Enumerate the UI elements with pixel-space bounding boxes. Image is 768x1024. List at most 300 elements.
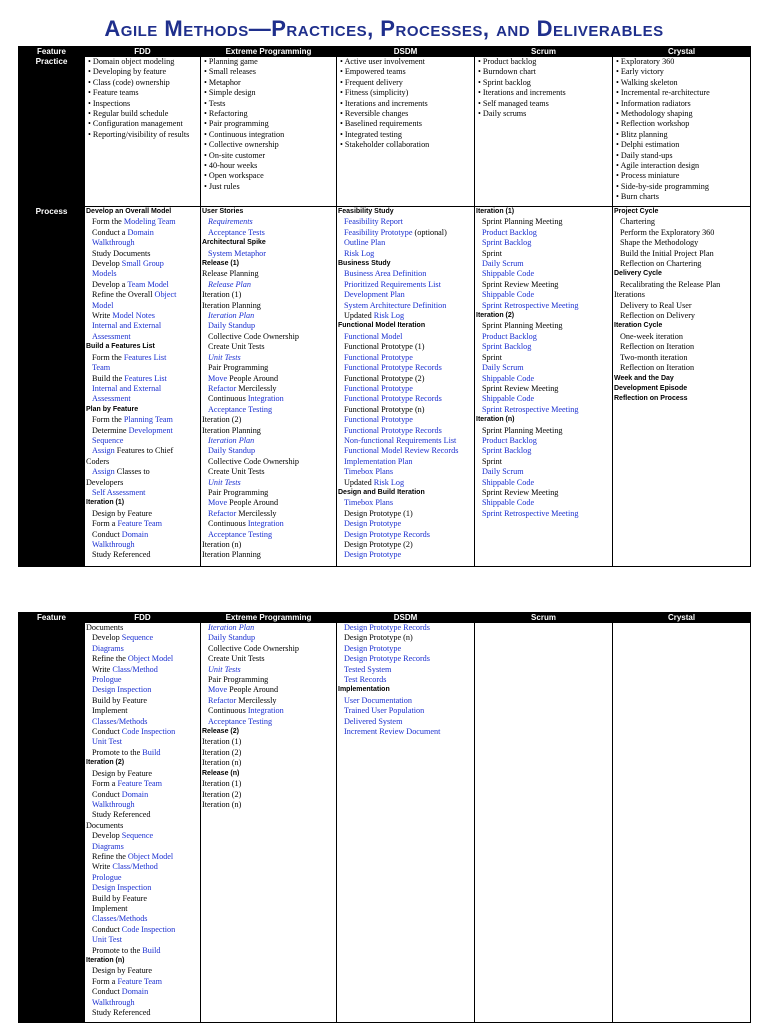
artifact-link[interactable]: Business Area Definition <box>344 269 427 279</box>
process-line <box>338 290 473 300</box>
artifact-link[interactable]: Design Prototype <box>344 519 402 529</box>
artifact-link[interactable]: Functional Prototype <box>344 415 413 425</box>
process-line <box>202 717 335 727</box>
artifact-link[interactable]: System Architecture Definition <box>344 300 447 310</box>
artifact-link[interactable]: Unit Tests <box>208 477 241 487</box>
artifact-link[interactable]: Diagrams <box>92 841 124 851</box>
process-text: Promote to the <box>92 747 143 757</box>
artifact-link[interactable]: Feasibility Report <box>344 217 403 227</box>
process-text: Updated <box>344 311 374 321</box>
process-phase-heading: Feasibility Study <box>338 208 394 215</box>
process-phase-heading: User Stories <box>202 208 244 215</box>
artifact-link[interactable]: Shippable Code <box>482 269 535 279</box>
artifact-link[interactable]: Timebox Plans <box>344 498 394 508</box>
practice-row <box>19 57 751 207</box>
process-phase-heading: Plan by Feature <box>86 405 139 413</box>
process-text: Build the <box>92 373 125 383</box>
practice-item: • Small releases <box>202 67 335 77</box>
process-text: Iteration (2) <box>202 415 242 425</box>
artifact-link[interactable]: Risk Log <box>344 248 375 258</box>
header-fdd: FDD <box>85 47 201 57</box>
process-line <box>614 259 749 269</box>
artifact-link[interactable]: Risk Log <box>373 311 405 321</box>
process-text: Form a <box>92 519 118 529</box>
process-line <box>202 426 335 436</box>
artifact-link[interactable]: Implementation Plan <box>344 456 413 466</box>
artifact-link[interactable]: Shippable Code <box>482 477 535 487</box>
process-dsdm-cont <box>337 623 475 1023</box>
artifact-link[interactable]: Build <box>142 945 161 955</box>
process-text: Iteration (2) <box>202 789 242 799</box>
practice-item: • Refactoring <box>202 109 335 119</box>
process-line <box>86 446 199 456</box>
artifact-link[interactable]: Functional Prototype Records <box>344 394 442 404</box>
artifact-link[interactable]: Sprint Backlog <box>482 446 532 456</box>
process-text: Release Planning <box>202 269 259 279</box>
artifact-link[interactable]: Unit Tests <box>208 664 241 674</box>
process-phase-heading: Iteration (1) <box>476 208 515 215</box>
process-line <box>476 249 611 259</box>
artifact-link[interactable]: Unit Tests <box>208 352 241 362</box>
practice-item: • Fitness (simplicity) <box>338 88 473 98</box>
process-line <box>476 426 611 436</box>
process-line <box>202 488 335 498</box>
artifact-link[interactable]: Feature Team <box>117 519 162 529</box>
artifact-link[interactable]: Model Notes <box>112 311 155 321</box>
artifact-link[interactable]: Domain <box>121 789 149 799</box>
artifact-link[interactable]: Sprint Retrospective Meeting <box>482 508 579 518</box>
process-line <box>476 238 611 248</box>
process-line <box>86 717 199 727</box>
artifact-link[interactable]: Iteration Plan <box>208 311 255 321</box>
process-line <box>86 977 199 987</box>
practice-item: • Incremental re-architecture <box>614 88 749 98</box>
artifact-link[interactable]: Object <box>154 290 177 300</box>
artifact-link[interactable]: Refactor <box>208 695 239 705</box>
process-line <box>86 633 199 643</box>
process-crystal <box>613 207 751 567</box>
artifact-link[interactable]: Sprint Backlog <box>482 238 532 248</box>
artifact-link[interactable]: Design Prototype Records <box>344 529 430 539</box>
process-line <box>338 249 473 259</box>
process-line <box>614 301 749 311</box>
artifact-link[interactable]: Shippable Code <box>482 373 535 383</box>
artifact-link[interactable]: Class/Method <box>112 664 158 674</box>
artifact-link[interactable]: System Metaphor <box>208 248 266 258</box>
artifact-link[interactable]: Test Records <box>344 675 387 685</box>
artifact-link[interactable]: Acceptance Testing <box>208 529 273 539</box>
process-line <box>338 633 473 643</box>
process-line <box>338 238 473 248</box>
artifact-link[interactable]: Product Backlog <box>482 331 537 341</box>
artifact-link[interactable]: Outline Plan <box>344 238 386 248</box>
process-line <box>86 623 199 633</box>
artifact-link[interactable]: Classes/Methods <box>92 914 148 924</box>
process-line <box>338 311 473 321</box>
process-line <box>86 550 199 560</box>
process-line <box>202 550 335 560</box>
header-fdd-2: FDD <box>85 613 201 623</box>
process-text: Conduct <box>92 727 122 737</box>
process-line <box>338 374 473 384</box>
process-row <box>19 207 751 567</box>
artifact-link[interactable]: User Documentation <box>344 695 412 705</box>
process-line <box>86 810 199 820</box>
page-title: Agile Methods—Practices, Processes, and Deliverables <box>104 16 664 41</box>
artifact-link[interactable]: Iteration Plan <box>208 435 255 445</box>
artifact-link[interactable]: Integration <box>247 519 284 529</box>
artifact-link[interactable]: Prioritized Requirements List <box>344 279 441 289</box>
artifact-link[interactable]: Release Plan <box>208 279 251 289</box>
artifact-link[interactable]: Small Group <box>121 259 164 269</box>
process-text: Reflection on Iteration <box>620 363 695 373</box>
process-line <box>614 290 749 300</box>
process-line <box>86 374 199 384</box>
artifact-link[interactable]: Move <box>208 685 230 695</box>
artifact-link[interactable]: Assessment <box>92 394 131 404</box>
header-feature: Feature <box>19 47 85 57</box>
process-line <box>338 644 473 654</box>
process-line <box>86 904 199 914</box>
process-text: Refine the <box>92 654 128 664</box>
artifact-link[interactable]: Refactor <box>208 383 239 393</box>
artifact-link[interactable]: Models <box>92 269 117 279</box>
process-line <box>86 269 199 279</box>
artifact-link[interactable]: Integration <box>247 394 284 404</box>
process-line <box>86 966 199 976</box>
artifact-link[interactable]: Tested System <box>344 664 392 674</box>
process-text: Shape the Methodology <box>620 238 699 248</box>
practice-item: • Configuration management <box>86 119 199 129</box>
artifact-link[interactable]: Move <box>208 373 230 383</box>
header-crystal: Crystal <box>613 47 751 57</box>
process-text: Refine the <box>92 851 128 861</box>
artifact-link[interactable]: Domain <box>121 529 149 539</box>
artifact-link[interactable]: Feature Team <box>117 976 162 986</box>
process-line <box>202 685 335 695</box>
process-line <box>202 800 335 810</box>
artifact-link[interactable]: Prologue <box>92 675 122 685</box>
artifact-link[interactable]: Domain <box>127 227 154 237</box>
process-line <box>86 842 199 852</box>
process-text: Continuous <box>208 519 248 529</box>
artifact-link[interactable]: Object Model <box>127 851 174 861</box>
artifact-link[interactable]: Unit Test <box>92 737 122 747</box>
process-text: Develop <box>92 633 122 643</box>
artifact-link[interactable]: Code Inspection <box>121 924 176 934</box>
process-line <box>202 290 335 300</box>
process-line <box>202 405 335 415</box>
practice-item: • Blitz planning <box>614 130 749 140</box>
process-line <box>338 280 473 290</box>
process-phase-heading: Week and the Day <box>614 374 674 382</box>
artifact-link[interactable]: Product Backlog <box>482 435 537 445</box>
artifact-link[interactable]: Daily Scrum <box>482 467 524 477</box>
artifact-link[interactable]: Unit Test <box>92 935 122 945</box>
artifact-link[interactable]: Trained User Population <box>344 706 425 716</box>
artifact-link[interactable]: Functional Model <box>344 331 403 341</box>
artifact-link[interactable]: Walkthrough <box>92 997 135 1007</box>
header-xp-2: Extreme Programming <box>201 613 337 623</box>
process-text: Study <box>92 248 114 258</box>
process-text: Form the <box>92 352 124 362</box>
process-text: Design by Feature <box>92 768 153 778</box>
artifact-link[interactable]: Design Prototype <box>344 643 402 653</box>
artifact-link[interactable]: Walkthrough <box>92 238 135 248</box>
artifact-link[interactable]: Design Prototype <box>344 550 402 560</box>
process-line <box>202 737 335 747</box>
artifact-link[interactable]: Shippable Code <box>482 394 535 404</box>
process-line <box>86 394 199 404</box>
process-line <box>86 217 199 227</box>
artifact-link[interactable]: Assign <box>92 446 117 456</box>
artifact-link[interactable]: Sequence <box>92 435 124 445</box>
artifact-link[interactable]: Classes/Methods <box>92 716 148 726</box>
artifact-link[interactable]: Model <box>92 300 114 310</box>
process-line <box>86 894 199 904</box>
artifact-link[interactable]: Move <box>208 498 230 508</box>
practice-item: • Empowered teams <box>338 67 473 77</box>
process-line <box>202 675 335 685</box>
artifact-link[interactable]: Features List <box>124 373 167 383</box>
process-text: Perform the Exploratory 360 <box>620 227 715 237</box>
process-line <box>476 280 611 290</box>
artifact-link[interactable]: Daily Scrum <box>482 363 524 373</box>
artifact-link[interactable]: Walkthrough <box>92 540 135 549</box>
process-line <box>86 467 199 477</box>
artifact-link[interactable]: Timebox Plans <box>344 467 394 477</box>
artifact-link[interactable]: Daily Scrum <box>482 259 524 269</box>
practice-item: • Active user involvement <box>338 57 473 67</box>
practice-item: • Burn charts <box>614 192 749 202</box>
process-line <box>338 665 473 675</box>
process-text: Build by Feature <box>92 893 148 903</box>
process-text: Design Prototype (2) <box>344 540 413 549</box>
artifact-link[interactable]: Code Inspection <box>121 727 176 737</box>
artifact-link[interactable]: Iteration Plan <box>208 623 255 632</box>
artifact-link[interactable]: Daily Standup <box>208 446 256 456</box>
process-xp <box>201 207 337 567</box>
artifact-link[interactable]: Planning Team <box>123 415 173 425</box>
process-line <box>338 478 473 488</box>
artifact-link[interactable]: Functional Model Review Records <box>344 446 459 456</box>
process-text: (optional) <box>414 227 447 237</box>
process-text: Build the Initial Project Plan <box>620 248 714 258</box>
practice-item: • Feature teams <box>86 88 199 98</box>
process-line <box>476 498 611 508</box>
artifact-link[interactable]: Increment Review Document <box>344 727 441 737</box>
process-line <box>338 228 473 238</box>
process-line <box>202 363 335 373</box>
process-text: Develop a <box>92 279 128 289</box>
process-line <box>202 623 335 633</box>
process-text: Conduct <box>92 529 122 539</box>
artifact-link[interactable]: Internal and External <box>92 321 162 331</box>
process-text: Write <box>92 664 113 674</box>
artifact-link[interactable]: Features List <box>123 352 167 362</box>
methods-table-top <box>18 46 751 567</box>
process-line <box>338 696 473 706</box>
artifact-link[interactable]: Assessment <box>92 331 131 341</box>
artifact-link[interactable]: Delivered System <box>344 716 403 726</box>
process-line <box>202 644 335 654</box>
process-line <box>86 748 199 758</box>
artifact-link[interactable]: Team <box>92 363 111 373</box>
artifact-link[interactable]: Product Backlog <box>482 227 537 237</box>
process-line <box>86 238 199 248</box>
artifact-link[interactable]: Acceptance Tests <box>208 227 265 237</box>
process-line <box>202 415 335 425</box>
artifact-link[interactable]: Design Prototype Records <box>344 623 430 632</box>
artifact-link[interactable]: Sprint Retrospective Meeting <box>482 404 579 414</box>
artifact-link[interactable]: Sequence <box>121 831 154 841</box>
practice-item: • Daily stand-ups <box>614 151 749 161</box>
artifact-link[interactable]: Prologue <box>92 872 122 882</box>
artifact-link[interactable]: Domain <box>121 987 149 997</box>
artifact-link[interactable]: Functional Prototype Records <box>344 425 442 435</box>
artifact-link[interactable]: Non-functional Requirements List <box>344 435 457 445</box>
artifact-link[interactable]: Build <box>142 747 161 757</box>
process-line <box>476 446 611 456</box>
artifact-link[interactable]: Team Model <box>127 279 169 289</box>
artifact-link[interactable]: Design Inspection <box>92 883 152 893</box>
process-text: Iteration (1) <box>202 737 242 747</box>
artifact-link[interactable]: Design Inspection <box>92 685 152 695</box>
process-text: Implement <box>92 706 128 716</box>
artifact-link[interactable]: Acceptance Testing <box>208 716 273 726</box>
artifact-link[interactable]: Design Prototype Records <box>344 654 430 664</box>
process-phase-heading: Iteration Cycle <box>614 322 663 330</box>
process-line <box>476 301 611 311</box>
process-text: Iteration Planning <box>202 425 261 435</box>
practice-item: • Methodology shaping <box>614 109 749 119</box>
artifact-link[interactable]: Class/Method <box>112 862 158 872</box>
practice-crystal <box>613 57 751 207</box>
process-line <box>202 436 335 446</box>
process-line <box>476 405 611 415</box>
process-line <box>614 217 749 227</box>
process-text: Sprint <box>482 352 503 362</box>
artifact-link[interactable]: Self Assessment <box>92 487 146 497</box>
process-phase-heading: Delivery Cycle <box>614 270 662 278</box>
process-row-continued <box>19 623 751 1023</box>
artifact-link[interactable]: Requirements <box>208 217 253 227</box>
process-text: Design by Feature <box>92 966 153 976</box>
artifact-link[interactable]: Acceptance Testing <box>208 404 273 414</box>
practice-item: • Baselined requirements <box>338 119 473 129</box>
process-phase-heading: Architectural Spike <box>202 239 266 247</box>
artifact-link[interactable]: Sequence <box>121 633 154 643</box>
process-scrum <box>475 207 613 567</box>
artifact-link[interactable]: Risk Log <box>373 477 405 487</box>
process-text: Create Unit Tests <box>208 654 265 664</box>
artifact-link[interactable]: Sprint Backlog <box>482 342 532 352</box>
process-line <box>202 540 335 550</box>
artifact-link[interactable]: Refactor <box>208 508 239 518</box>
process-line <box>86 249 199 259</box>
process-line <box>86 852 199 862</box>
process-text: Mercilessly <box>238 695 277 705</box>
table-header-row <box>19 47 751 57</box>
process-line <box>338 415 473 425</box>
process-line <box>202 217 335 227</box>
artifact-link[interactable]: Diagrams <box>92 643 124 653</box>
process-line <box>86 280 199 290</box>
process-line <box>476 509 611 519</box>
artifact-link[interactable]: Functional Prototype <box>344 383 413 393</box>
artifact-link[interactable]: Functional Prototype <box>344 352 413 362</box>
practice-item: • Iterations and increments <box>338 99 473 109</box>
process-text: Form the <box>92 415 124 425</box>
practice-item: • Reflection workshop <box>614 119 749 129</box>
process-line <box>614 280 749 290</box>
process-text: Documents <box>86 820 124 830</box>
process-text: Iteration (1) <box>202 779 242 789</box>
process-text: One-week iteration <box>620 331 683 341</box>
practice-item: • Stakeholder collaboration <box>338 140 473 150</box>
artifact-link[interactable]: Development <box>128 425 173 435</box>
process-text: Iteration (n) <box>202 799 242 809</box>
process-text: Collective Code Ownership <box>208 331 299 341</box>
process-line <box>202 706 335 716</box>
process-line <box>614 238 749 248</box>
process-line <box>86 488 199 498</box>
artifact-link[interactable]: Sprint Retrospective Meeting <box>482 300 579 310</box>
process-text: Design by Feature <box>92 508 153 518</box>
process-text: Create Unit Tests <box>208 467 265 477</box>
process-line <box>86 769 199 779</box>
process-text: Pair Programming <box>208 675 269 685</box>
process-line <box>338 446 473 456</box>
practice-item: • Process miniature <box>614 171 749 181</box>
artifact-link[interactable]: Development Plan <box>344 290 405 300</box>
practice-item: • Class (code) ownership <box>86 78 199 88</box>
practice-item: • Collective ownership <box>202 140 335 150</box>
process-line <box>476 290 611 300</box>
artifact-link[interactable]: Internal and External <box>92 383 162 393</box>
artifact-link[interactable]: Shippable Code <box>482 290 535 300</box>
artifact-link[interactable]: Feasibility Prototype <box>344 227 415 237</box>
artifact-link[interactable]: Integration <box>247 706 284 716</box>
process-line <box>476 259 611 269</box>
artifact-link[interactable]: Daily Standup <box>208 633 256 643</box>
artifact-link[interactable]: Feature Team <box>117 779 162 789</box>
process-text: Study Referenced <box>92 810 151 820</box>
artifact-link[interactable]: Daily Standup <box>208 321 256 331</box>
practice-item: • Reversible changes <box>338 109 473 119</box>
process-text: Write <box>92 862 113 872</box>
artifact-link[interactable]: Assign <box>92 467 117 477</box>
process-line <box>86 987 199 997</box>
process-line <box>338 530 473 540</box>
artifact-link[interactable]: Modeling Team <box>123 217 176 227</box>
process-line <box>338 519 473 529</box>
process-text: Iteration Planning <box>202 300 261 310</box>
process-line <box>202 374 335 384</box>
artifact-link[interactable]: Walkthrough <box>92 799 135 809</box>
practice-item: • Early victory <box>614 67 749 77</box>
process-line <box>86 946 199 956</box>
process-text: Functional Prototype (n) <box>344 404 425 414</box>
artifact-link[interactable]: Shippable Code <box>482 498 535 508</box>
process-line <box>476 269 611 279</box>
practice-fdd <box>85 57 201 207</box>
process-line <box>338 675 473 685</box>
process-line <box>86 332 199 342</box>
process-line <box>202 384 335 394</box>
artifact-link[interactable]: Object Model <box>127 654 174 664</box>
artifact-link[interactable]: Functional Prototype Records <box>344 363 442 373</box>
